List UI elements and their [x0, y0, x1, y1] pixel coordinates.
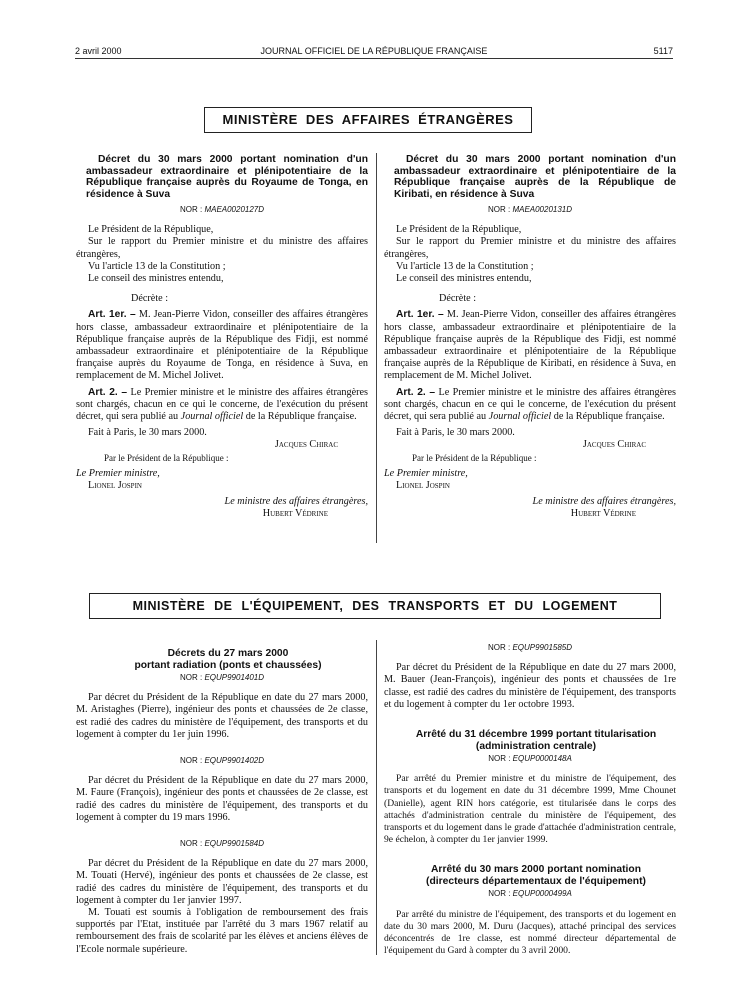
- nor-label: NOR :: [179, 756, 203, 766]
- par-president: Par le Président de la République :: [412, 452, 537, 463]
- header-date: 2 avril 2000: [75, 46, 122, 56]
- decree-title: Décret du 30 mars 2000 portant nomination d'un ambassadeur extraordinaire et plénipotentiaire de la République française auprès du Royaume de Tonga, en résidence à Suva: [86, 154, 368, 200]
- preamble-line: Sur le rapport du Premier ministre et du ministre des affaires étrangères,: [76, 236, 368, 260]
- entry-text: Par arrêté du ministre de l'équipement, des transports et du logement en date du 30 mars 2000, M. Duru (Jacques), attaché principal des services déconcentrés de 1re classe, est nommé directeur départemental de l'équipement du Gard à compter du 3 avril 2000.: [384, 908, 676, 957]
- article-label: Art. 2. –: [396, 386, 436, 398]
- section-title: Arrêté du 30 mars 2000 portant nomination: [431, 864, 641, 876]
- nor-label: NOR :: [487, 643, 511, 652]
- signer: Jacques Chirac: [582, 439, 646, 451]
- nor-line: [384, 642, 676, 654]
- column-divider: [376, 640, 377, 955]
- minister-name: Hubert Védrine: [570, 508, 636, 520]
- minister-name: Hubert Védrine: [262, 508, 328, 520]
- journal-ref: Journal officiel: [180, 411, 244, 423]
- signer: Jacques Chirac: [274, 439, 338, 451]
- article-2: [76, 387, 368, 424]
- nor-line: [76, 838, 368, 850]
- preamble-line: Vu l'article 13 de la Constitution ;: [396, 260, 534, 272]
- nor-label: NOR :: [488, 889, 511, 899]
- column-divider: [376, 153, 377, 543]
- article-text: M. Jean-Pierre Vidon, conseiller des affaires étrangères hors classe, ambassadeur extraordinaire et plénipotentiaire de la République française auprès de la République des Fidji, est nommé ambassadeur extraordinaire et plénipotentiaire de la République française auprès du Royaume de Tonga, en résidence à Suva, en remplacement de M. Michel Jolivet.: [76, 309, 368, 382]
- section-title: Décrets du 27 mars 2000: [167, 648, 289, 659]
- decrete: Décrète :: [439, 293, 477, 305]
- preamble-line: Le conseil des ministres entendu,: [396, 273, 532, 285]
- article-1: [76, 309, 368, 382]
- par-president: Par le Président de la République :: [104, 452, 229, 463]
- section-subtitle: (administration centrale): [475, 740, 597, 752]
- decrete: Décrète :: [131, 293, 169, 305]
- nor-line: [384, 753, 676, 765]
- article-text: Le Premier ministre et le ministre des affaires étrangères sont chargés, chacun en ce qui le concerne, de l'exécution du présent décret, qui sera publié au: [76, 386, 368, 423]
- decree-tonga: [76, 154, 368, 521]
- article-text: M. Jean-Pierre Vidon, conseiller des affaires étrangères hors classe, ambassadeur extraordinaire et plénipotentiaire de la République française auprès de la République des Fidji, est nommé ambassadeur extraordinaire et plénipotentiaire de la République française auprès de la République de Kiribati, en résidence à Suva, en remplacement de M. Michel Jolivet.: [384, 309, 676, 382]
- nor-code: EQUP9901585D: [512, 643, 573, 652]
- article-label: Art. 1er. –: [88, 309, 136, 321]
- nor-code: EQUP9901401D: [204, 673, 265, 682]
- entry-text: Par arrêté du Premier ministre et du ministre de l'équipement, des transports et du logement en date du 31 décembre 1999, Mme Chounet (Danielle), agent RIN hors catégorie, est titularisée dans le corps des attachés d'administration centrale du ministère de l'équipement, des transports et du logement dans le grade d'attachée d'administration centrale, 9e échelon, à compter du 1er janvier 1999.: [384, 773, 676, 846]
- article-2: [384, 387, 676, 424]
- entry-text: Par décret du Président de la République en date du 27 mars 2000, M. Touati (Hervé), ingénieur des ponts et chaussées de 2e classe, est radié des cadres du ministère de l'équipement, des transports et du logement à compter du 1er janvier 1997.: [76, 858, 368, 906]
- article-text: de la République française.: [245, 411, 357, 423]
- nor-line: [76, 204, 368, 216]
- section-title: Arrêté du 31 décembre 1999 portant titularisation: [415, 729, 657, 741]
- section-subtitle: (directeurs départementaux de l'équipement): [426, 875, 646, 887]
- nor-code: EQUP0000148A: [512, 754, 572, 764]
- entry-text: Par décret du Président de la République en date du 27 mars 2000, M. Faure (François), ingénieur des ponts et chaussées de 2e classe, est radié des cadres du ministère de l'équipement, des transports et du logement à compter du 19 mars 1996.: [76, 775, 368, 823]
- article-label: Art. 2. –: [88, 386, 128, 398]
- nor-label: NOR :: [179, 839, 203, 849]
- decree-title: Décret du 30 mars 2000 portant nomination d'un ambassadeur extraordinaire et plénipotentiaire de la République française auprès de la République de Kiribati, en résidence à Suva: [394, 154, 676, 200]
- article-label: Art. 1er. –: [396, 309, 444, 321]
- ministry-heading-equipement: MINISTÈRE DE L'ÉQUIPEMENT, DES TRANSPORTS ET DU LOGEMENT: [89, 593, 661, 619]
- entry-text: Par décret du Président de la République en date du 27 mars 2000, M. Bauer (Jean-François), ingénieur des ponts et chaussées de 1re classe, est radié des cadres du ministère de l'équipement, des transports et du logement à compter du 1er octobre 1993.: [384, 662, 676, 710]
- entry-text: M. Touati est soumis à l'obligation de remboursement des frais supportés par l'Etat, instituée par l'arrêté du 3 mars 1967 relatif au remboursement des frais de scolarité par les élèves et anciens élèves de l'Ecole normale supérieure.: [76, 907, 368, 955]
- nor-code: EQUP9901402D: [204, 756, 265, 766]
- nor-code: MAEA0020127D: [204, 205, 265, 214]
- preamble-line: Sur le rapport du Premier ministre et du ministre des affaires étrangères,: [384, 236, 676, 260]
- pm-name: Lionel Jospin: [396, 480, 450, 492]
- preamble-line: Le Président de la République,: [396, 224, 522, 236]
- decree-kiribati: [384, 154, 676, 521]
- header-journal: JOURNAL OFFICIEL DE LA RÉPUBLIQUE FRANÇAISE: [260, 46, 488, 56]
- journal-ref: Journal officiel: [488, 411, 552, 423]
- nor-line: [76, 755, 368, 767]
- pm-title: Le Premier ministre,: [76, 467, 160, 479]
- header-page-number: 5117: [653, 46, 673, 56]
- fait: Fait à Paris, le 30 mars 2000.: [396, 427, 515, 439]
- nor-code: EQUP0000499A: [512, 889, 572, 899]
- preamble-line: Le Président de la République,: [88, 224, 214, 236]
- minister-title: Le ministre des affaires étrangères,: [224, 496, 368, 508]
- article-1: [384, 309, 676, 382]
- nor-label: NOR :: [487, 205, 511, 214]
- right-column-equipement: [384, 642, 676, 957]
- pm-name: Lionel Jospin: [88, 480, 142, 492]
- fait: Fait à Paris, le 30 mars 2000.: [88, 427, 207, 439]
- minister-title: Le ministre des affaires étrangères,: [532, 496, 676, 508]
- entry-text: Par décret du Président de la République en date du 27 mars 2000, M. Aristaghes (Pierre), ingénieur des ponts et chaussées de 2e classe, est radié des cadres du ministère de l'équipement, des transports et du logement à compter du 1er juin 1996.: [76, 692, 368, 740]
- nor-line: [384, 888, 676, 900]
- decrets-radiation: [76, 648, 368, 956]
- nor-label: NOR :: [179, 673, 203, 682]
- article-text: Le Premier ministre et le ministre des affaires étrangères sont chargés, chacun en ce qui le concerne, de l'exécution du présent décret, qui sera publié au: [384, 386, 676, 423]
- nor-code: MAEA0020131D: [512, 205, 573, 214]
- nor-label: NOR :: [488, 754, 511, 764]
- nor-code: EQUP9901584D: [204, 839, 265, 849]
- ministry-heading-affaires-etrangeres: MINISTÈRE DES AFFAIRES ÉTRANGÈRES: [204, 107, 532, 133]
- preamble-line: Le conseil des ministres entendu,: [88, 273, 224, 285]
- article-text: de la République française.: [553, 411, 665, 423]
- preamble-line: Vu l'article 13 de la Constitution ;: [88, 260, 226, 272]
- section-subtitle: portant radiation (ponts et chaussées): [134, 659, 322, 671]
- nor-line: [76, 672, 368, 684]
- nor-line: [384, 204, 676, 216]
- pm-title: Le Premier ministre,: [384, 467, 468, 479]
- nor-label: NOR :: [179, 205, 203, 214]
- page-header: [75, 38, 673, 59]
